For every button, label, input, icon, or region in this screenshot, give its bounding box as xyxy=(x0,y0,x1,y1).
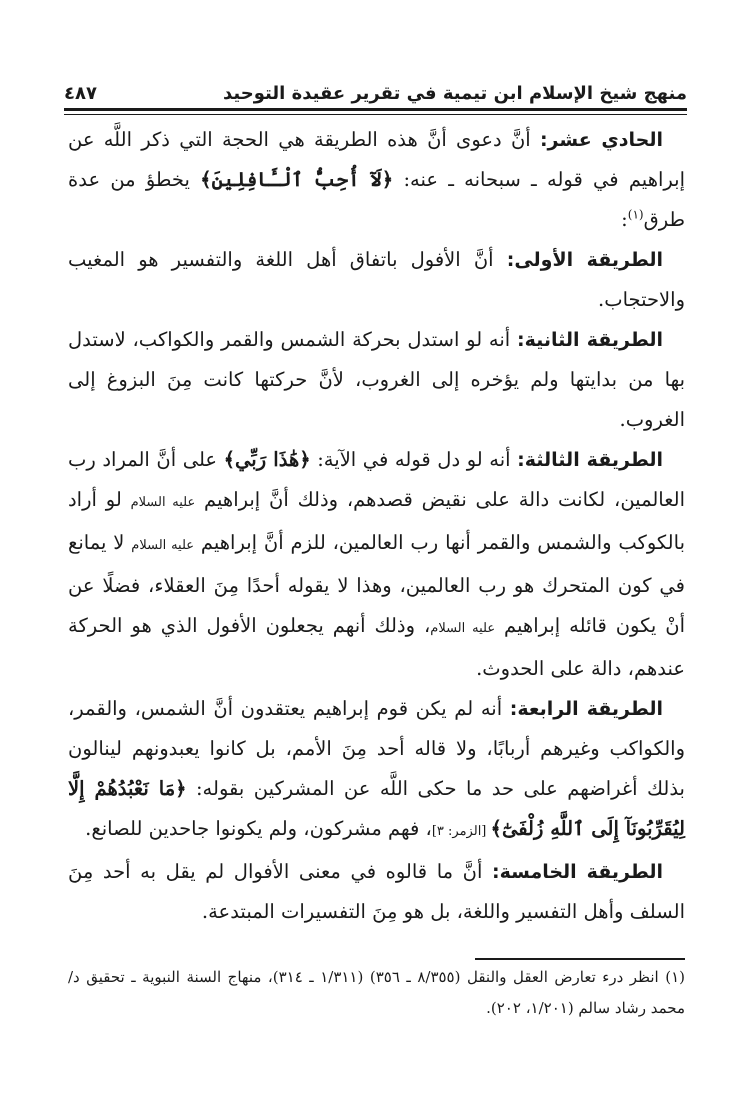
running-title: منهج شيخ الإسلام ابن تيمية في تقرير عقيدة التوحيد xyxy=(223,83,687,104)
honorific-glyph: عليه السلام xyxy=(430,621,496,636)
paragraph-fifth-way xyxy=(68,852,685,932)
paragraph-text: : xyxy=(621,208,628,231)
paragraph-lead: الطريقة الأولى: xyxy=(506,249,663,271)
footnote-1: (١) انظر درء تعارض العقل والنقل (٨/٣٥٥ ـ ٣٥٦) (١/٣١١ ـ ٣١٤)، منهاج السنة النبوية ـ تحقيق د/ محمد رشاد سالم (١/٢٠١، ٢٠٢). xyxy=(68,968,685,1017)
paragraph-text: أنه لو دل قوله في الآية: xyxy=(310,448,518,471)
header-rule-thin xyxy=(64,114,687,115)
paragraph-lead: الطريقة الرابعة: xyxy=(509,698,663,720)
paragraph-text: أنَّ ما قالوه في معنى الأفوال لم يقل به أحد مِنَ السلف وأهل التفسير واللغة، بل هو مِنَ التفسيرات المبتدعة. xyxy=(68,860,685,923)
quran-quote: ﴿لَآ أُحِبُّ ٱلْـَٔافِلِينَ﴾ xyxy=(200,168,394,191)
paragraph-text: ، وذلك أنهم يجعلون الأفول الذي هو الحركة عندهم، دالة على الحدوث. xyxy=(68,614,685,680)
quran-quote: ﴿هَٰذَا رَبِّي﴾ xyxy=(223,448,311,471)
paragraph-second-way xyxy=(68,320,685,440)
paragraph-text: أنه لو استدل بحركة الشمس والقمر والكواكب، لاستدل بها من بدايتها ولم يؤخره إلى الغروب، لأنَّ حركتها كانت مِنَ البزوغ إلى الغروب. xyxy=(68,328,685,431)
paragraph-lead: الطريقة الثانية: xyxy=(516,329,664,351)
main-text xyxy=(68,120,685,932)
paragraph-text: ، فهم مشركون، ولم يكونوا جاحدين للصانع. xyxy=(85,817,432,840)
paragraph-text: على أنَّ المراد رب العالمين، لكانت دالة على نقيض قصدهم، وذلك أنَّ إبراهيم xyxy=(68,448,685,511)
paragraph-eleventh xyxy=(68,120,685,240)
paragraph-fourth-way xyxy=(68,689,685,852)
quran-citation: [الزمر: ٣] xyxy=(431,824,491,839)
header-rule xyxy=(64,108,687,111)
paragraph-text: لو أراد بالكوكب والشمس والقمر أنها رب العالمين، للزم أنَّ إبراهيم xyxy=(68,488,685,554)
footnotes xyxy=(68,962,685,1024)
footnote-reference[interactable]: (١) xyxy=(627,207,644,222)
footnote-divider xyxy=(475,958,685,960)
paragraph-lead: الطريقة الثالثة: xyxy=(517,449,663,471)
paragraph-lead: الطريقة الخامسة: xyxy=(491,861,663,883)
paragraph-text: يخطؤ من عدة طرق xyxy=(68,168,685,231)
quran-quote: ﴿مَا نَعْبُدُهُمْ إِلَّا لِيُقَرِّبُونَآ إِلَى ٱللَّهِ زُلْفَىٰٓ﴾ xyxy=(68,777,685,840)
paragraph-first-way xyxy=(68,240,685,320)
paragraph-text: أنه لم يكن قوم إبراهيم يعتقدون أنَّ الشمس، والقمر، والكواكب وغيرهم أربابًا، ولا قاله أحد مِنَ الأمم، بل كانوا يعبدونهم لينالون بذلك أغراضهم على حد ما حكى اللَّه عن المشركين بقوله: xyxy=(68,697,685,800)
paragraph-lead: الحادي عشر: xyxy=(539,129,663,151)
honorific-glyph: عليه السلام xyxy=(130,495,196,510)
paragraph-text: لا يمانع في كون المتحرك هو رب العالمين، وهذا لا يقوله أحدًا مِنَ العقلاء، فضلًا عن أنْ يكون قائله إبراهيم xyxy=(68,531,686,637)
paragraph-third-way xyxy=(68,440,685,689)
honorific-glyph: عليه السلام xyxy=(131,538,195,553)
page-header xyxy=(64,68,687,110)
paragraph-text: أنَّ دعوى أنَّ هذه الطريقة هي الحجة التي ذكر اللَّه عن إبراهيم في قوله ـ سبحانه ـ عنه: xyxy=(68,128,686,191)
page-number: ٤٨٧ xyxy=(64,83,97,104)
paragraph-text: أنَّ الأفول باتفاق أهل اللغة والتفسير هو المغيب والاحتجاب. xyxy=(68,248,685,311)
